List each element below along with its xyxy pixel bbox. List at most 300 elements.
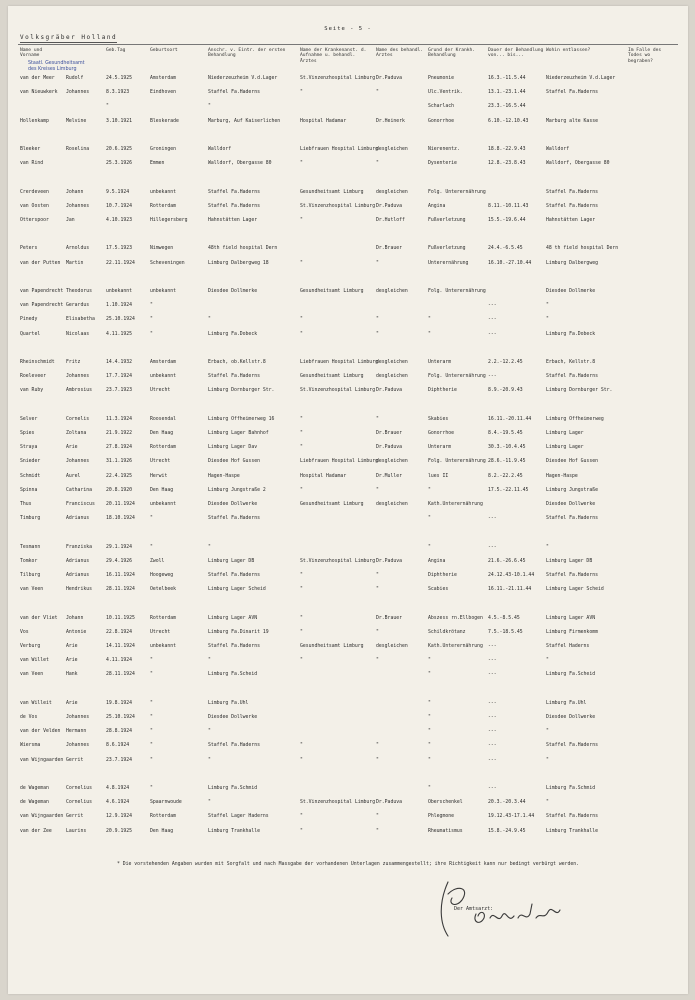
cell-first-name: Melvine <box>66 118 87 124</box>
cell-discharge-destination: Staffel Fa.Haderns <box>546 203 598 209</box>
cell-discharge-destination: Staffel Fa.Haderns <box>546 814 598 820</box>
cell-address: Limburg Fa.Scheid <box>208 672 258 678</box>
cell-diagnosis: Angina <box>428 558 446 564</box>
cell-birth-place: unbekannt <box>150 374 176 380</box>
cell-first-name: Ambrosius <box>66 388 92 394</box>
cell-first-name: Johann <box>66 615 84 621</box>
cell-discharge-destination: 48 th field hospital Dern <box>546 246 619 252</box>
cell-discharge-destination: Staffel Fa.Haderns <box>546 90 598 96</box>
cell-treatment-period: 15.5.-19.6.44 <box>488 218 526 223</box>
cell-doctor: " <box>376 260 379 266</box>
cell-doctor: " <box>376 317 379 323</box>
cell-diagnosis: Oberschenkel <box>428 800 463 806</box>
cell-doctor: " <box>376 629 379 635</box>
cell-last-name: de Vos <box>20 715 38 720</box>
cell-treatment-period: 28.6.-11.9.45 <box>488 459 526 465</box>
cell-hospital: " <box>300 331 303 337</box>
header-death: Im Falle des Todes wo begraben? <box>628 48 662 64</box>
cell-discharge-destination: Diesdee Dollwerke <box>546 502 596 507</box>
cell-address: Hahnstätten Lager <box>208 218 258 223</box>
cell-first-name: Arie <box>66 644 78 649</box>
cell-hospital: Gesundheitsamt Limburg <box>300 289 364 294</box>
cell-diagnosis: Unterernährung <box>428 260 469 266</box>
cell-doctor: Dr.Paduva <box>376 203 402 209</box>
cell-treatment-period: 24.12.43-10.1.44 <box>488 573 535 578</box>
cell-last-name: Bleeker <box>20 147 41 152</box>
cell-birth-date: 28.11.1924 <box>106 587 135 593</box>
cell-doctor: Dr.Paduva <box>376 800 402 806</box>
cell-discharge-destination: Limburg Lager DB <box>546 558 593 564</box>
header-cause: Grund der Krankh. Behandlung <box>428 48 476 59</box>
cell-first-name: Arnoldus <box>66 246 90 252</box>
table-row <box>8 516 688 526</box>
header-address: Anschr. v. Eintr. der ersten Behandlung <box>208 48 286 59</box>
cell-first-name: Cornelius <box>66 800 92 806</box>
cell-diagnosis: " <box>428 757 431 763</box>
cell-address: Staffel Fa.Haderns <box>208 189 260 195</box>
cell-birth-place: Nimwegen <box>150 246 174 252</box>
table-row <box>8 161 688 171</box>
cell-last-name: van Rind <box>20 161 44 167</box>
header-duration: Dauer der Behandlung von... bis... <box>488 48 544 59</box>
cell-hospital: Hospital Hadamar <box>300 118 347 124</box>
cell-first-name: Hermann <box>66 729 87 735</box>
cell-treatment-period: 8.2.-22.2.45 <box>488 473 523 479</box>
cell-diagnosis: " <box>428 786 431 791</box>
cell-address: Marburg, Auf Kaiserlichen <box>208 118 281 124</box>
cell-hospital: " <box>300 90 303 96</box>
cell-last-name: Spinna <box>20 487 38 493</box>
header-dob: Geb.Tag <box>106 48 126 53</box>
cell-first-name: Arie <box>66 445 78 451</box>
cell-diagnosis: Unterarm <box>428 360 452 365</box>
cell-first-name: Gerrit <box>66 757 84 763</box>
cell-birth-place: Rotterdam <box>150 203 176 209</box>
cell-treatment-period: 16.10.-27.10.44 <box>488 260 532 266</box>
cell-last-name: van Nieuwkerk <box>20 90 58 96</box>
cell-first-name: Theodorus <box>66 289 92 294</box>
cell-hospital: " <box>300 573 303 578</box>
cell-birth-date: 22.11.1924 <box>106 260 135 266</box>
cell-first-name: Hank <box>66 672 78 678</box>
cell-birth-place: Rotterdam <box>150 445 176 451</box>
cell-birth-place: unbekannt <box>150 502 176 507</box>
table-row <box>8 800 688 810</box>
cell-last-name: van der Vliet <box>20 615 58 621</box>
cell-birth-date: 14.11.1924 <box>106 644 135 649</box>
cell-doctor: Dr.Brauer <box>376 615 402 621</box>
cell-first-name: Fritz <box>66 360 81 365</box>
cell-first-name: Adrianus <box>66 516 90 522</box>
cell-last-name: Schmidt <box>20 473 41 479</box>
cell-discharge-destination: Limburg Fa.Dobeck <box>546 331 596 337</box>
cell-birth-place: " <box>150 317 153 323</box>
cell-treatment-period: --- <box>488 303 497 309</box>
signature-icon <box>418 874 568 944</box>
cell-doctor: Dr.Brauer <box>376 431 402 436</box>
cell-first-name: Johannes <box>66 743 90 749</box>
cell-birth-place: " <box>150 743 153 749</box>
cell-treatment-period: --- <box>488 544 497 550</box>
cell-first-name: Adrianus <box>66 573 90 578</box>
cell-treatment-period: 8.11.-10.11.43 <box>488 203 529 209</box>
cell-first-name: Nicolaas <box>66 331 90 337</box>
header-hospital: Name der Krankenanst. d. Aufnahme u. behandl. Ärztes <box>300 48 367 64</box>
cell-address: Staffel Lager Haderns <box>208 814 269 820</box>
cell-birth-place: " <box>150 303 153 309</box>
table-row <box>8 317 688 327</box>
cell-discharge-destination: Diesdee Dollmerke <box>546 289 596 294</box>
cell-birth-date: 4.11.1925 <box>106 331 132 337</box>
cell-treatment-period: --- <box>488 757 497 763</box>
cell-first-name: Johannes <box>66 90 90 96</box>
cell-doctor: " <box>376 743 379 749</box>
cell-discharge-destination: Niederzeuzheim V.d.Lager <box>546 76 616 81</box>
cell-birth-place: Groningen <box>150 147 176 152</box>
cell-treatment-period: --- <box>488 672 497 678</box>
cell-address: Walldorf, Obergasse 80 <box>208 161 272 167</box>
cell-birth-place: Scheveningen <box>150 260 185 266</box>
header-doctor: Name des behandl. Arztes <box>376 48 424 59</box>
cell-first-name: Johannes <box>66 459 90 465</box>
cell-diagnosis: Folg. Unterernährung <box>428 459 486 465</box>
cell-first-name: Johannes <box>66 203 90 209</box>
cell-birth-place: Rotterdam <box>150 814 176 820</box>
cell-last-name: van Willeit <box>20 700 52 706</box>
table-row <box>8 729 688 739</box>
cell-last-name: van Veen <box>20 587 44 593</box>
cell-first-name: Rudolf <box>66 76 84 81</box>
cell-birth-date: 25.10.1924 <box>106 317 135 323</box>
cell-treatment-period: 7.5.-18.5.45 <box>488 629 523 635</box>
cell-treatment-period: 30.3.-10.4.45 <box>488 445 526 451</box>
cell-address: Niederzeuzheim V.d.Lager <box>208 76 278 81</box>
cell-hospital: " <box>300 814 303 820</box>
table-row <box>8 76 688 86</box>
table-row <box>8 360 688 370</box>
cell-discharge-destination: Hagen-Haspe <box>546 473 578 479</box>
cell-last-name: van Wijngaarden <box>20 757 64 763</box>
cell-diagnosis: Nierenentz. <box>428 147 460 152</box>
cell-birth-date: 10.11.1925 <box>106 615 135 621</box>
cell-birth-place: unbekannt <box>150 189 176 195</box>
cell-address: Staffel Fa.Haderns <box>208 743 260 749</box>
cell-birth-place: " <box>150 715 153 720</box>
cell-hospital: " <box>300 416 303 422</box>
cell-treatment-period: 16.11.-20.11.44 <box>488 416 532 422</box>
cell-birth-date: 22.4.1925 <box>106 473 132 479</box>
cell-address: Hagen-Haspe <box>208 473 240 479</box>
cell-last-name: Crerdeveen <box>20 189 49 195</box>
cell-last-name: van Veen <box>20 672 44 678</box>
cell-hospital: Liebfrauen Hospital Limburg <box>300 147 378 152</box>
table-row <box>8 814 688 824</box>
cell-last-name: Hollenkamp <box>20 118 49 124</box>
cell-discharge-destination: Limburg Firmenkomm <box>546 629 598 635</box>
cell-birth-place: unbekannt <box>150 289 176 294</box>
cell-hospital: Gesundheitsamt Limburg <box>300 189 364 195</box>
cell-discharge-destination: Staffel Haderns <box>546 644 590 649</box>
cell-doctor: " <box>376 161 379 167</box>
cell-address: Limburg Lager Bahnhof <box>208 431 269 436</box>
cell-diagnosis: Dysenterie <box>428 161 457 167</box>
cell-address: Diesdee Dollwerke <box>208 715 258 720</box>
cell-discharge-destination: Hahnstätten Lager <box>546 218 596 223</box>
cell-last-name: van Willet <box>20 658 49 664</box>
cell-address: " <box>208 317 211 323</box>
table-row <box>8 701 688 711</box>
cell-birth-date: 11.3.1924 <box>106 416 132 422</box>
cell-diagnosis: Pneumonie <box>428 76 454 81</box>
cell-doctor: " <box>376 828 379 834</box>
cell-first-name: Johannes <box>66 715 90 720</box>
cell-address: Erbach, ob.Kellstr.8 <box>208 360 266 365</box>
cell-address: 48th field hospital Dern <box>208 246 278 252</box>
table-row <box>8 672 688 682</box>
cell-discharge-destination: Limburg Fa.Schmid <box>546 786 596 791</box>
table-row <box>8 246 688 256</box>
cell-discharge-destination: Limburg Lager <box>546 445 584 451</box>
cell-last-name: Spies <box>20 431 35 436</box>
cell-discharge-destination: Marburg alte Kasse <box>546 118 598 124</box>
cell-hospital: Liebfrauen Hospital Limburg <box>300 360 378 365</box>
cell-diagnosis: " <box>428 672 431 678</box>
cell-diagnosis: " <box>428 700 431 706</box>
cell-first-name: Cornelis <box>66 416 90 422</box>
cell-first-name: Adrianus <box>66 558 90 564</box>
table-row <box>8 332 688 342</box>
cell-treatment-period: --- <box>488 658 497 664</box>
cell-last-name: Snieder <box>20 459 41 465</box>
table-row <box>8 616 688 626</box>
cell-treatment-period: 8.4.-19.5.45 <box>488 431 523 436</box>
cell-first-name: Laurins <box>66 828 87 834</box>
table-row <box>8 545 688 555</box>
cell-first-name: Antonie <box>66 629 87 635</box>
cell-doctor: desgleichen <box>376 644 408 649</box>
cell-birth-place: " <box>150 786 153 791</box>
cell-birth-date: 24.5.1925 <box>106 76 132 81</box>
cell-discharge-destination: Staffel Fa.Haderns <box>546 516 598 522</box>
cell-hospital: " <box>300 615 303 621</box>
table-row <box>8 644 688 654</box>
cell-hospital: " <box>300 629 303 635</box>
cell-treatment-period: 24.4.-6.5.45 <box>488 246 523 252</box>
cell-diagnosis: " <box>428 544 431 550</box>
cell-treatment-period: 8.9.-20.9.43 <box>488 388 523 394</box>
table-row <box>8 431 688 441</box>
cell-diagnosis: Phlegmone <box>428 814 454 820</box>
cell-last-name: Tomkor <box>20 558 38 564</box>
cell-doctor: " <box>376 331 379 337</box>
cell-birth-place: Hoogeweg <box>150 573 174 578</box>
table-row <box>8 502 688 512</box>
cell-last-name: Quartel <box>20 331 41 337</box>
cell-address: Staffel Fa.Haderns <box>208 90 260 96</box>
table-row <box>8 388 688 398</box>
cell-doctor: " <box>376 416 379 422</box>
cell-treatment-period: 6.10.-12.10.43 <box>488 118 529 124</box>
cell-birth-place: Roosendal <box>150 416 176 422</box>
cell-treatment-period: --- <box>488 786 497 791</box>
cell-diagnosis: Diphtherie <box>428 388 457 394</box>
cell-birth-place: Utrecht <box>150 629 171 635</box>
cell-address: Limburg Jungstraße 2 <box>208 487 266 493</box>
cell-treatment-period: --- <box>488 516 497 522</box>
cell-doctor: Dr.Paduva <box>376 388 402 394</box>
cell-first-name: Gerardus <box>66 303 90 309</box>
table-row <box>8 587 688 597</box>
cell-birth-date: 25.3.1926 <box>106 161 132 167</box>
cell-last-name: Rheinschmidt <box>20 360 55 365</box>
cell-first-name: Cornelius <box>66 786 92 791</box>
cell-birth-date: 17.5.1923 <box>106 246 132 252</box>
cell-birth-date: 25.10.1924 <box>106 715 135 720</box>
cell-birth-date: 20.8.1920 <box>106 487 132 493</box>
cell-first-name: Martin <box>66 260 84 266</box>
cell-discharge-destination: Limburg Dalbergweg <box>546 260 598 266</box>
cell-address: " <box>208 757 211 763</box>
cell-first-name: Aurel <box>66 473 81 479</box>
cell-diagnosis: " <box>428 516 431 522</box>
cell-last-name: Peters <box>20 246 38 252</box>
cell-birth-place: Emmen <box>150 161 165 167</box>
cell-birth-date: 16.11.1924 <box>106 573 135 578</box>
cell-last-name: van Oosten <box>20 203 49 209</box>
table-row <box>8 488 688 498</box>
cell-treatment-period: 2.2.-12.2.45 <box>488 360 523 365</box>
cell-address: Staffel Fa.Haderns <box>208 203 260 209</box>
cell-diagnosis: Folg. Unterernährung <box>428 289 486 294</box>
cell-address: Diesdee Hof Gussen <box>208 459 260 465</box>
cell-birth-date: 10.7.1924 <box>106 203 132 209</box>
cell-discharge-destination: " <box>546 544 549 550</box>
table-row <box>8 630 688 640</box>
header-rule-top <box>18 44 678 45</box>
cell-discharge-destination: " <box>546 729 549 735</box>
cell-last-name: de Wageman <box>20 786 49 791</box>
cell-first-name: Jan <box>66 218 75 223</box>
table-row <box>8 559 688 569</box>
cell-address: " <box>208 104 211 110</box>
cell-diagnosis: Scabies <box>428 587 449 593</box>
cell-last-name: van der Velden <box>20 729 61 735</box>
cell-address: Diesdee Dollwerke <box>208 502 258 507</box>
cell-hospital: Gesundheitsamt Limburg <box>300 644 364 649</box>
cell-last-name: Timburg <box>20 516 41 522</box>
cell-diagnosis: Kath.Unterernährung <box>428 502 483 507</box>
cell-discharge-destination: Limburg Lager AVN <box>546 615 596 621</box>
cell-hospital: " <box>300 658 303 664</box>
cell-hospital: St.Vinzenzhospital Limburg <box>300 388 376 394</box>
cell-treatment-period: 15.8.-24.9.45 <box>488 828 526 834</box>
cell-treatment-period: 21.6.-26.6.45 <box>488 558 526 564</box>
cell-first-name: Arie <box>66 700 78 706</box>
cell-last-name: Wiersma <box>20 743 41 749</box>
cell-discharge-destination: Staffel Fa.Haderns <box>546 573 598 578</box>
cell-address: Staffel Fa.Haderns <box>208 516 260 522</box>
table-row <box>8 459 688 469</box>
cell-diagnosis: Gonorrhoe <box>428 431 454 436</box>
cell-diagnosis: Ulc.Ventrik. <box>428 90 463 96</box>
cell-diagnosis: Fußverletzung <box>428 246 466 252</box>
cell-discharge-destination: Limburg Lager Scheid <box>546 587 604 593</box>
cell-birth-place: " <box>150 757 153 763</box>
cell-hospital: " <box>300 317 303 323</box>
cell-doctor: Dr.Paduva <box>376 558 402 564</box>
table-row <box>8 204 688 214</box>
cell-doctor: desgleichen <box>376 289 408 294</box>
cell-last-name: van Wijngaarden <box>20 814 64 820</box>
cell-hospital: Liebfrauen Hospital Limburg <box>300 459 378 465</box>
cell-diagnosis: Angina <box>428 203 446 209</box>
cell-last-name: Verburg <box>20 644 41 649</box>
cell-address: Diesdee Dollmerke <box>208 289 258 294</box>
cell-doctor: desgleichen <box>376 459 408 465</box>
cell-birth-date: 23.7.1923 <box>106 388 132 394</box>
cell-first-name: Elisabetha <box>66 317 95 323</box>
cell-hospital: Hospital Hadamar <box>300 473 347 479</box>
cell-hospital: " <box>300 161 303 167</box>
cell-hospital: Gesundheitsamt Limburg <box>300 502 364 507</box>
table-row <box>8 474 688 484</box>
cell-birth-place: " <box>150 729 153 735</box>
cell-birth-date: 19.8.1924 <box>106 700 132 706</box>
cell-discharge-destination: Limburg Trankhalle <box>546 828 598 834</box>
cell-birth-place: Hillegersberg <box>150 218 188 223</box>
cell-doctor: Dr.Paduva <box>376 76 402 81</box>
cell-last-name: Tesmann <box>20 544 41 550</box>
cell-discharge-destination: Walldorf <box>546 147 570 152</box>
office-stamp <box>28 61 85 73</box>
cell-diagnosis: Abszess rn.Ellbogen <box>428 615 483 621</box>
cell-birth-date: 21.9.1922 <box>106 431 132 436</box>
cell-doctor: Dr.Muller <box>376 473 402 479</box>
cell-discharge-destination: Limburg Lager <box>546 431 584 436</box>
cell-birth-date: 20.6.1925 <box>106 147 132 152</box>
cell-treatment-period: 18.8.-22.9.43 <box>488 147 526 152</box>
cell-address: Limburg Offheimerweg 16 <box>208 416 275 422</box>
cell-birth-place: unbekannt <box>150 644 176 649</box>
cell-birth-date: 3.10.1921 <box>106 118 132 124</box>
cell-last-name: de Wageman <box>20 800 49 806</box>
stamp-line-1: Staatl. Gesundheitsamt <box>28 61 85 66</box>
cell-doctor: " <box>376 487 379 493</box>
cell-address: Limburg Lager DB <box>208 558 255 564</box>
cell-last-name: van Papendrecht <box>20 289 64 294</box>
cell-last-name: van der Zee <box>20 828 52 834</box>
cell-discharge-destination: " <box>546 800 549 806</box>
table-row <box>8 218 688 228</box>
cell-birth-date: 23.7.1924 <box>106 757 132 763</box>
cell-birth-place: Amsterdam <box>150 76 176 81</box>
cell-discharge-destination: Limburg Offheimerweg <box>546 416 604 422</box>
table-row <box>8 417 688 427</box>
cell-diagnosis: " <box>428 729 431 735</box>
cell-discharge-destination: Limburg Fa.Uhl <box>546 700 587 706</box>
cell-birth-place: " <box>150 544 153 550</box>
cell-birth-place: Rotterdam <box>150 615 176 621</box>
cell-birth-date: 22.8.1924 <box>106 629 132 635</box>
cell-first-name: Franciscus <box>66 502 95 507</box>
cell-treatment-period: --- <box>488 331 497 337</box>
cell-address: Limburg Fa.Schmid <box>208 786 258 791</box>
cell-doctor: " <box>376 90 379 96</box>
cell-birth-date: unbekannt <box>106 289 132 294</box>
page-number: Seite - 5 - <box>324 26 372 32</box>
cell-diagnosis: " <box>428 331 431 337</box>
cell-diagnosis: " <box>428 317 431 323</box>
